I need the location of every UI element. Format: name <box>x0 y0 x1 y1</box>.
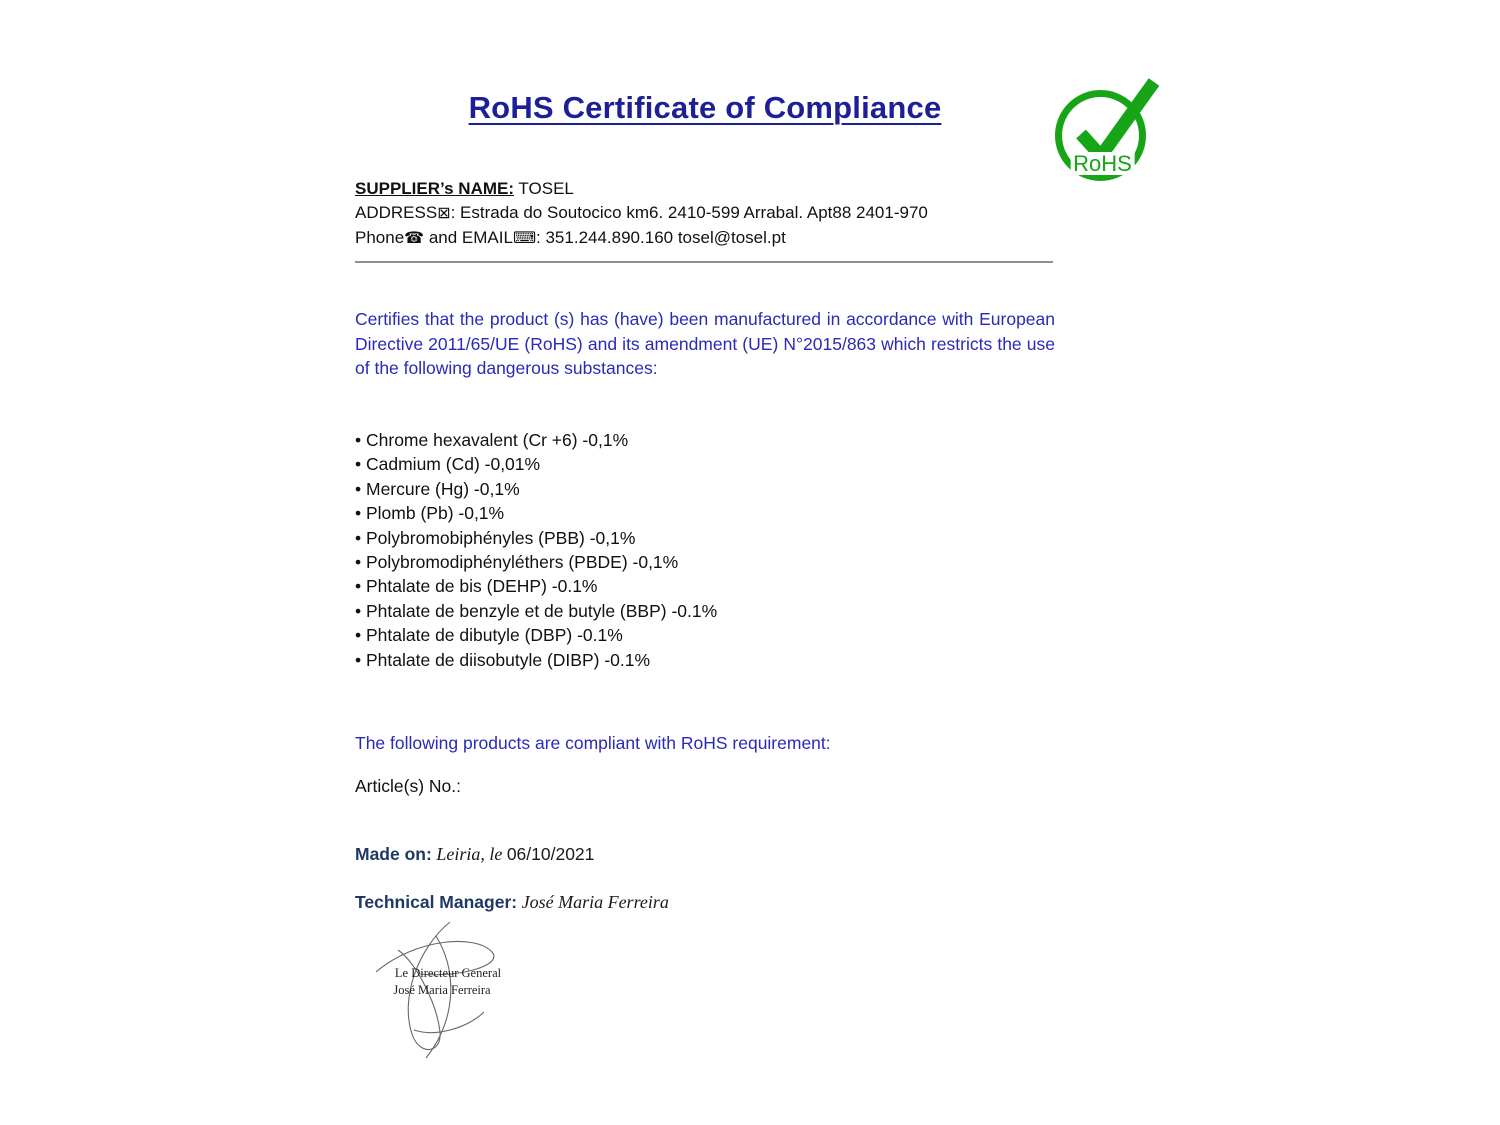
page-title: RoHS Certificate of Compliance <box>468 90 942 125</box>
substance-item: • Phtalate de bis (DEHP) -0.1% <box>355 574 1055 598</box>
substance-item: • Polybromobiphényles (PBB) -0,1% <box>355 526 1055 550</box>
certification-paragraph: Certifies that the product (s) has (have) been manufactured in accordance with European Directive 2011/65/UE (RoHS) and its amendment (UE) N°2015/863 which restricts the use of the following dangerous substances: <box>355 309 1055 378</box>
compliance-statement: The following products are compliant with RoHS requirement: <box>355 733 831 753</box>
address-value: : Estrada do Soutocico km6. 2410-599 Arrabal. Apt88 2401-970 <box>450 203 928 222</box>
substance-item: • Phtalate de diisobutyle (DIBP) -0.1% <box>355 648 1055 672</box>
supplier-name-value: TOSEL <box>514 179 574 198</box>
substance-item: • Phtalate de benzyle et de butyle (BBP) -0.1% <box>355 599 1055 623</box>
email-label: and EMAIL <box>424 228 513 247</box>
substance-list <box>355 428 1055 672</box>
manager-name: José Maria Ferreira <box>517 892 669 912</box>
phone-icon: ☎ <box>404 230 425 247</box>
made-on-date: 06/10/2021 <box>506 844 595 864</box>
substance-item: • Polybromodiphényléthers (PBDE) -0,1% <box>355 550 1055 574</box>
made-on-line <box>355 844 1055 865</box>
computer-icon: ⌨ <box>512 230 537 247</box>
envelope-icon: ⊠ <box>437 205 451 222</box>
substance-item: • Phtalate de dibutyle (DBP) -0.1% <box>355 623 1055 647</box>
signature-stamp-line2: José Maria Ferreira <box>393 983 491 997</box>
substance-item: • Cadmium (Cd) -0,01% <box>355 452 1055 476</box>
rohs-logo <box>1055 86 1150 181</box>
supplier-block <box>355 177 1055 251</box>
address-label: ADDRESS <box>355 203 438 222</box>
supplier-contact-line <box>355 226 1055 251</box>
rohs-logo-label: RoHS <box>1070 152 1135 175</box>
contact-value: : 351.244.890.160 tosel@tosel.pt <box>536 228 786 247</box>
supplier-address-line <box>355 201 1055 226</box>
signature-stamp-line1: Le Directeur General <box>394 966 502 980</box>
supplier-name-line <box>355 177 1055 201</box>
separator-line <box>355 261 1053 263</box>
substance-item: • Mercure (Hg) -0,1% <box>355 477 1055 501</box>
substance-item: • Chrome hexavalent (Cr +6) -0,1% <box>355 428 1055 452</box>
articles-label: Article(s) No.: <box>355 776 461 796</box>
phone-label: Phone <box>355 228 405 247</box>
supplier-name-label: SUPPLIER’s NAME: <box>355 179 515 198</box>
made-on-label: Made on: <box>355 844 432 864</box>
manager-label: Technical Manager: <box>355 892 518 912</box>
made-on-place: Leiria, le <box>431 844 507 864</box>
manager-line <box>355 892 1055 913</box>
substance-item: • Plomb (Pb) -0,1% <box>355 501 1055 525</box>
